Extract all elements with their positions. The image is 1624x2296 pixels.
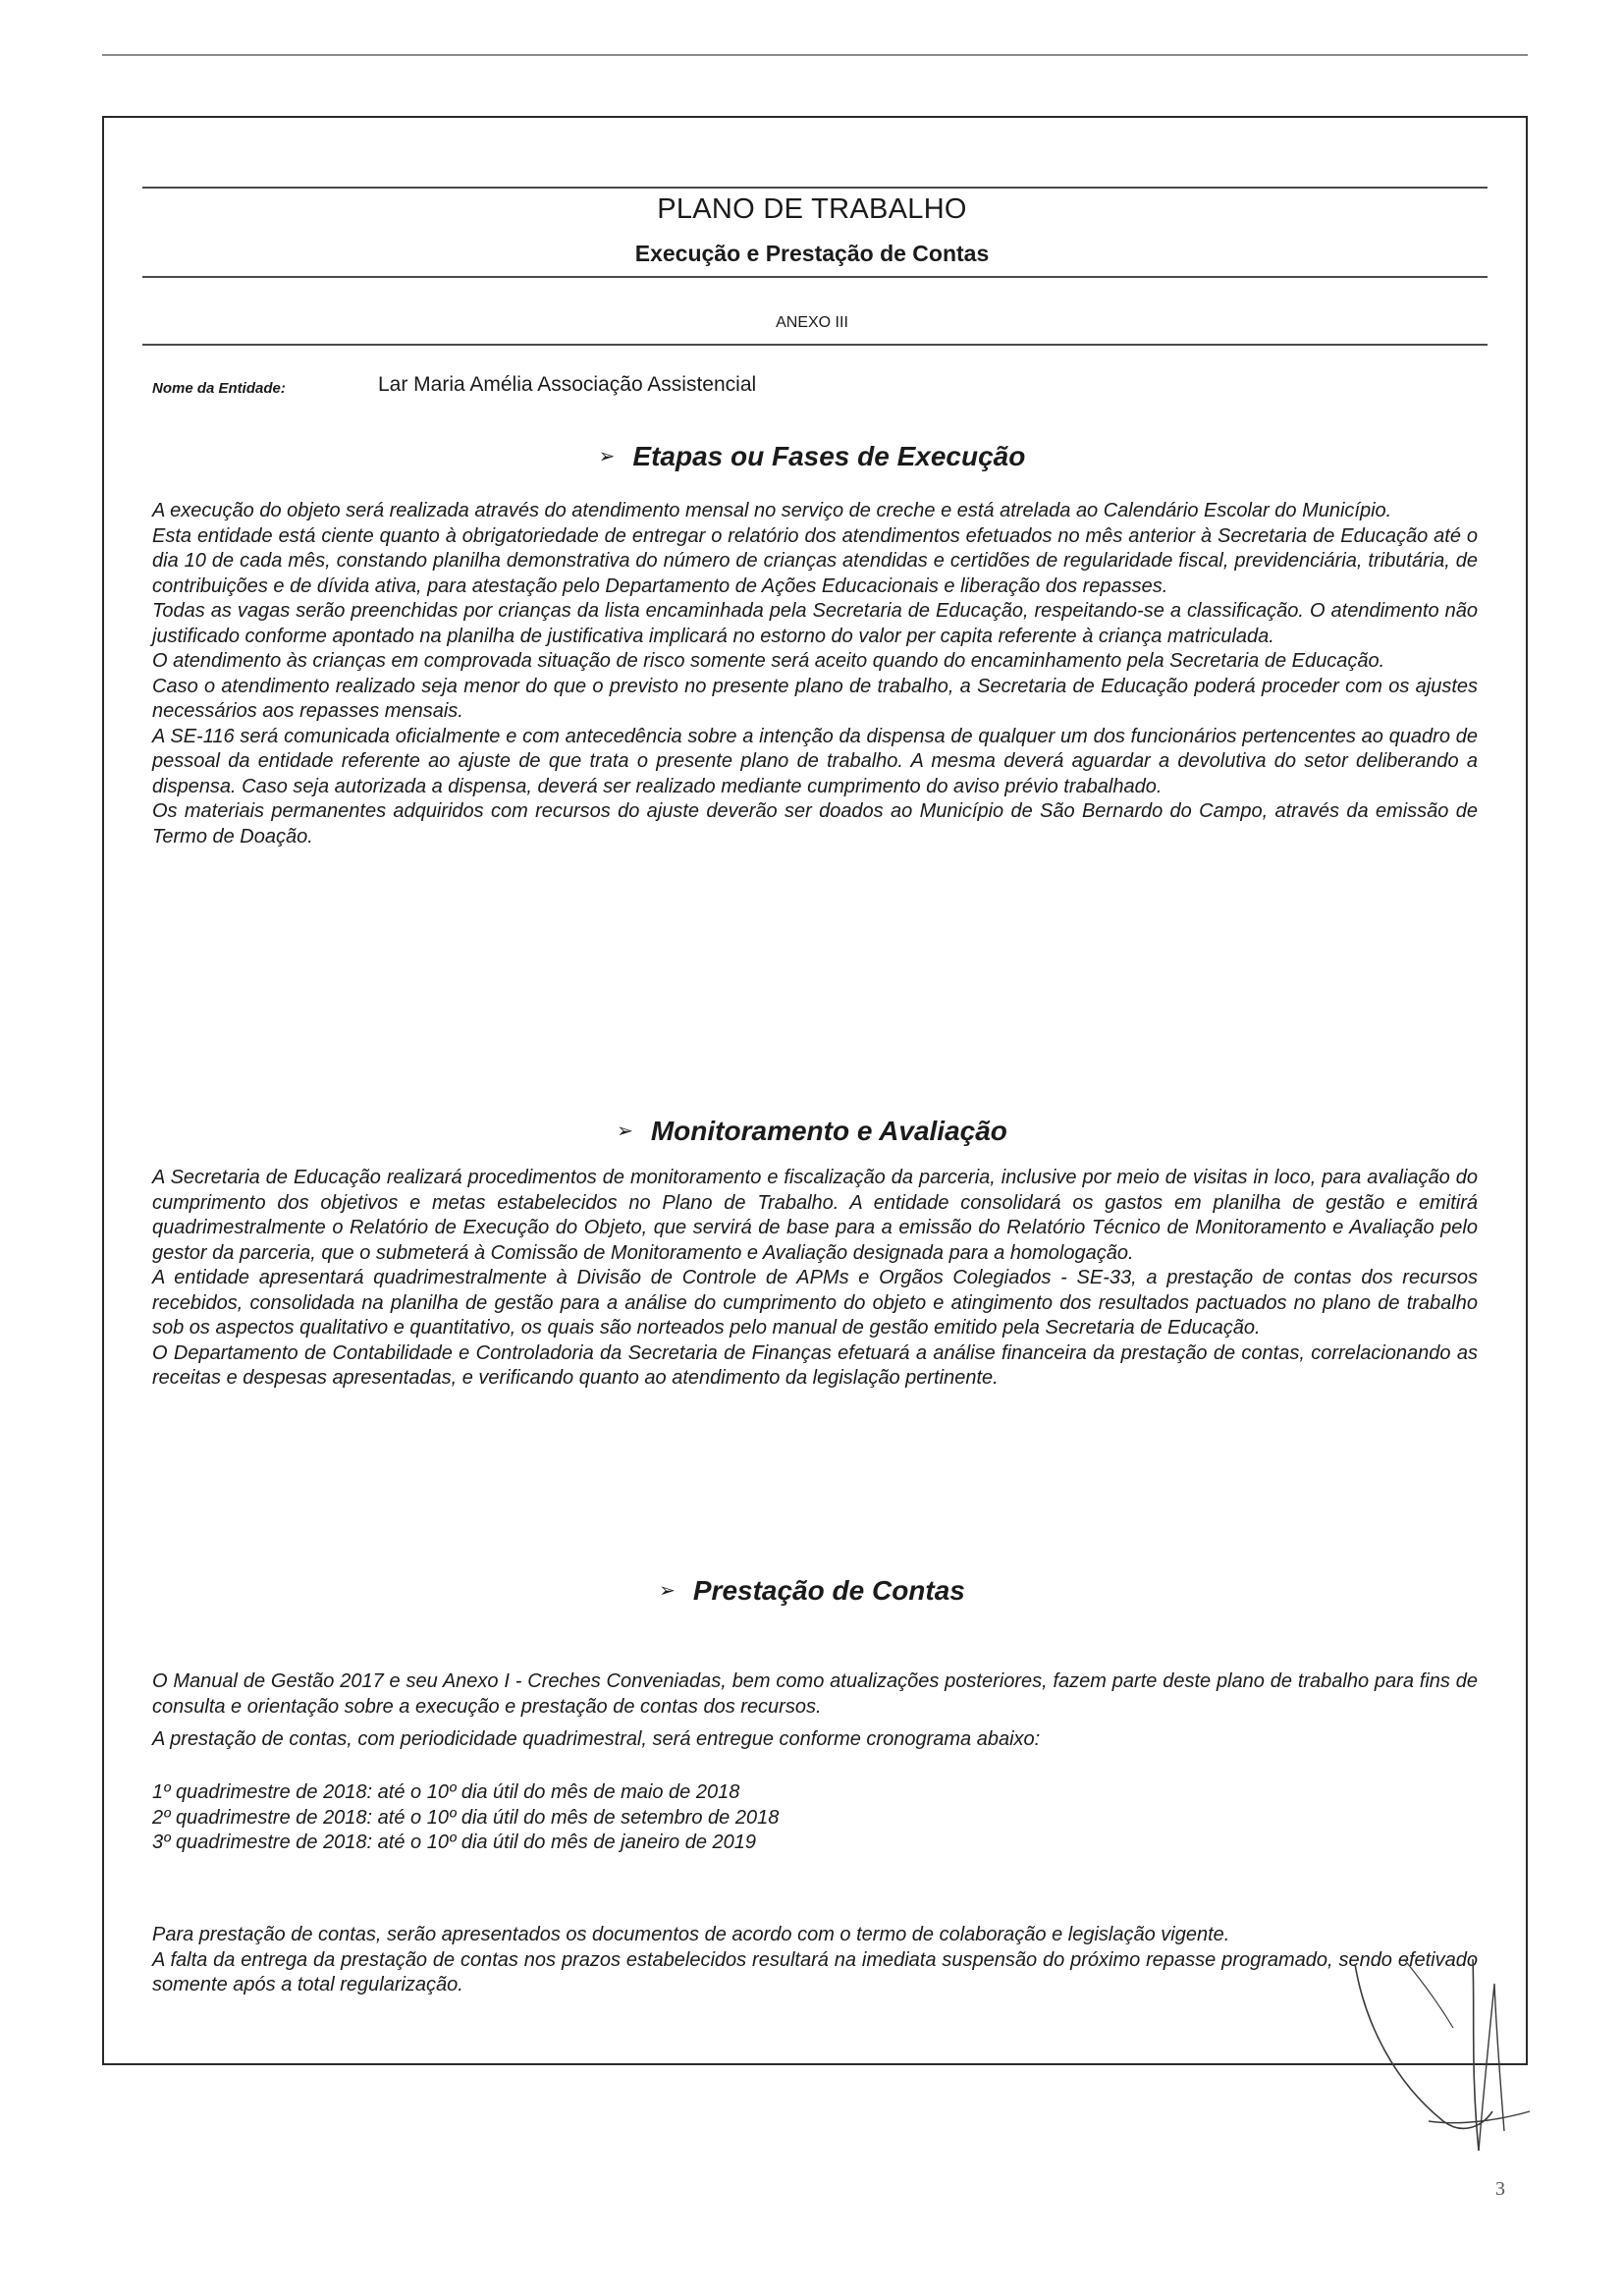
document-frame	[102, 116, 1528, 2065]
section-heading-monitoramento-text: Monitoramento e Avaliação	[650, 1116, 1007, 1146]
paragraph: Esta entidade está ciente quanto à obrigatoriedade de entregar o relatório dos atendimentos efetuados no mês anterior à Secretaria de Educação até o dia 10 de cada mês, constando planilha demonstrativa do número de crianças atendidas e certidões de regularidade fiscal, previdenciária, tributária, de contribuições e de dívida ativa, para atestação pelo Departamento de Ações Educacionais e liberação dos repasses.	[152, 524, 1478, 597]
section-body-monitoramento	[152, 1166, 1478, 1392]
paragraph: O atendimento às crianças em comprovada situação de risco somente será aceito quando do encaminhamento pela Secretaria de Educação.	[152, 650, 1385, 672]
document-subtitle: Execução e Prestação de Contas	[634, 241, 990, 266]
paragraph: A execução do objeto será realizada através do atendimento mensal no serviço de creche e está atrelada ao Calendário Escolar do Município.	[152, 500, 1392, 521]
signature-icon	[1335, 1954, 1532, 2160]
arrowhead-bullet-icon: ➢	[598, 446, 616, 467]
entity-name-value: Lar Maria Amélia Associação Assistencial	[378, 373, 757, 396]
list-item: 3º quadrimestre de 2018: até o 10º dia útil do mês de janeiro de 2019	[152, 1831, 757, 1853]
section-heading-monitoramento	[0, 1116, 1624, 1147]
paragraph: A entidade apresentará quadrimestralmente à Divisão de Controle de APMs e Orgãos Colegiados - SE-33, a prestação de contas dos recursos recebidos, consolidada na planilha de gestão para a análise do cumprimento do objeto e atingimento dos resultados pactuados no plano de trabalho sob os aspectos qualitativo e quantitativo, os quais são norteados pelo manual de gestão emitido pela Secretaria de Educação.	[152, 1267, 1478, 1339]
page-number: 3	[1495, 2178, 1505, 2200]
annex-label: ANEXO III	[776, 314, 848, 331]
section-body-prestacao-intro	[152, 1669, 1478, 1753]
section-body-etapas	[152, 499, 1478, 849]
annex-rule	[142, 344, 1488, 346]
section-heading-etapas-text: Etapas ou Fases de Execução	[632, 441, 1026, 471]
list-item: 2º quadrimestre de 2018: até o 10º dia útil do mês de setembro de 2018	[152, 1806, 780, 1829]
paragraph: O Manual de Gestão 2017 e seu Anexo I - Creches Conveniadas, bem como atualizações posteriores, fazem parte deste plano de trabalho para fins de consulta e orientação sobre a execução e prestação de contas dos recursos.	[152, 1670, 1478, 1718]
document-title: PLANO DE TRABALHO	[657, 193, 967, 225]
page-top-rule	[102, 54, 1528, 56]
paragraph: A Secretaria de Educação realizará procedimentos de monitoramento e fiscalização da parceria, inclusive por meio de visitas in loco, para avaliação do cumprimento dos objetivos e metas estabelecidos no Plano de Trabalho. A entidade consolidará os gastos em planilha de gestão e emitirá quadrimestralmente o Relatório de Execução do Objeto, que servirá de base para a emissão do Relatório Técnico de Monitoramento e Avaliação pelo gestor da parceria, que o submeterá à Comissão de Monitoramento e Avaliação designada para a homologação.	[152, 1167, 1478, 1264]
section-heading-prestacao	[0, 1575, 1624, 1607]
arrowhead-bullet-icon: ➢	[659, 1580, 676, 1602]
paragraph: A falta da entrega da prestação de contas nos prazos estabelecidos resultará na imediata suspensão do próximo repasse programado, sendo efetivado somente após a total regularização.	[152, 1948, 1478, 1995]
section-heading-prestacao-text: Prestação de Contas	[692, 1575, 965, 1606]
paragraph: O Departamento de Contabilidade e Controladoria da Secretaria de Finanças efetuará a análise financeira da prestação de contas, correlacionando as receitas e despesas apresentadas, e verificando quanto ao atendimento da legislação pertinente.	[152, 1341, 1478, 1389]
arrowhead-bullet-icon: ➢	[617, 1121, 633, 1142]
paragraph: A SE-116 será comunicada oficialmente e com antecedência sobre a intenção da dispensa de qualquer um dos funcionários pertencentes ao quadro de pessoal da entidade referente ao ajuste de que trata o presente plano de trabalho. A mesma deverá aguardar a devolutiva do setor deliberando a dispensa. Caso seja autorizada a dispensa, deverá ser realizado mediante cumprimento do aviso prévio trabalhado.	[152, 725, 1478, 797]
title-rule-bottom	[142, 276, 1488, 278]
list-item: 1º quadrimestre de 2018: até o 10º dia útil do mês de maio de 2018	[152, 1781, 740, 1803]
title-rule-top	[142, 187, 1488, 189]
section-heading-etapas	[0, 441, 1624, 472]
paragraph: Todas as vagas serão preenchidas por crianças da lista encaminhada pela Secretaria de Educação, respeitando-se a classificação. O atendimento não justificado conforme apontado na planilha de justificativa implicará no estorno do valor per capita referente à criança matriculada.	[152, 600, 1478, 647]
paragraph: A prestação de contas, com periodicidade quadrimestral, será entregue conforme cronograma abaixo:	[152, 1728, 1041, 1750]
paragraph: Caso o atendimento realizado seja menor do que o previsto no presente plano de trabalho, a Secretaria de Educação poderá proceder com os ajustes necessários aos repasses mensais.	[152, 675, 1478, 722]
paragraph: Os materiais permanentes adquiridos com recursos do ajuste deverão ser doados ao Município de São Bernardo do Campo, através da emissão de Termo de Doação.	[152, 800, 1478, 847]
schedule-list	[152, 1780, 1478, 1856]
paragraph: Para prestação de contas, serão apresentados os documentos de acordo com o termo de colaboração e legislação vigente.	[152, 1924, 1230, 1945]
section-body-prestacao-closing	[152, 1923, 1478, 1998]
entity-name-label: Nome da Entidade:	[152, 380, 286, 397]
